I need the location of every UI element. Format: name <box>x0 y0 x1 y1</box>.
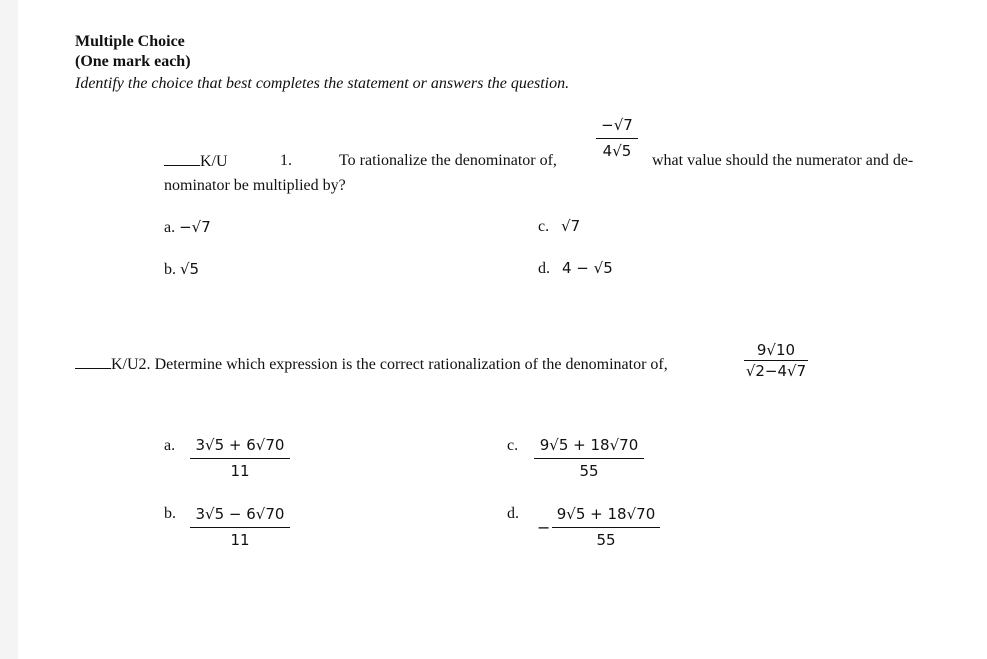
option-value: 4 − √5 <box>562 259 613 277</box>
option-letter: b. <box>164 261 176 278</box>
option-letter: c. <box>538 218 550 235</box>
q1-category: K/U <box>200 153 228 170</box>
option-numerator: 9√5 + 18√70 <box>539 436 639 454</box>
q1-fraction <box>596 116 638 160</box>
q2-option-b-letter[interactable]: b. <box>164 505 176 522</box>
q2-answer-blank-line[interactable] <box>75 354 668 375</box>
q2-option-d[interactable] <box>552 505 660 549</box>
option-denominator: 11 <box>230 531 250 549</box>
q2-option-b[interactable] <box>190 505 290 549</box>
option-value: −√7 <box>179 218 211 236</box>
q2-option-c-letter[interactable]: c. <box>507 437 519 454</box>
answer-blank[interactable] <box>75 354 111 369</box>
marks-note: (One mark each) <box>75 53 191 70</box>
q2-option-c[interactable] <box>534 436 644 480</box>
option-denominator: 55 <box>579 462 599 480</box>
q2-label: K/U2. <box>111 356 151 373</box>
q2-option-d-sign: − <box>537 518 551 537</box>
answer-blank[interactable] <box>164 151 200 166</box>
option-value: √7 <box>561 217 581 235</box>
q2-fraction-denominator: √2−4√7 <box>745 362 807 380</box>
q1-number: 1. <box>280 152 292 169</box>
fraction-bar <box>744 360 808 361</box>
instructions: Identify the choice that best completes the statement or answers the question. <box>75 75 570 92</box>
q2-fraction <box>744 341 808 380</box>
fraction-bar <box>552 527 660 528</box>
q1-stem-line2: nominator be multiplied by? <box>164 177 346 194</box>
fraction-bar <box>596 138 638 139</box>
q1-answer-blank-line[interactable] <box>164 151 228 172</box>
option-letter: a. <box>164 219 176 236</box>
option-numerator: 3√5 − 6√70 <box>195 505 285 523</box>
option-letter: d. <box>538 260 550 277</box>
q2-option-d-letter[interactable]: d. <box>507 505 519 522</box>
fraction-bar <box>534 458 644 459</box>
q1-fraction-numerator: −√7 <box>601 116 633 134</box>
q2-option-a-letter[interactable]: a. <box>164 437 176 454</box>
option-numerator: 3√5 + 6√70 <box>195 436 285 454</box>
option-denominator: 55 <box>596 531 616 549</box>
q1-option-d[interactable] <box>538 258 613 279</box>
q1-option-b[interactable] <box>164 259 199 280</box>
q2-fraction-numerator: 9√10 <box>756 341 796 359</box>
q1-option-a[interactable] <box>164 217 211 238</box>
option-denominator: 11 <box>230 462 250 480</box>
q2-stem: Determine which expression is the correct rationalization of the denominator of, <box>154 356 668 373</box>
section-title: Multiple Choice <box>75 33 185 50</box>
fraction-bar <box>190 527 290 528</box>
document-page <box>18 0 987 659</box>
q1-stem-before: To rationalize the denominator of, <box>339 152 557 169</box>
q1-option-c[interactable] <box>538 216 580 237</box>
option-numerator: 9√5 + 18√70 <box>556 505 656 523</box>
q2-option-a[interactable] <box>190 436 290 480</box>
option-value: √5 <box>180 260 200 278</box>
q1-fraction-denominator: 4√5 <box>602 142 632 160</box>
fraction-bar <box>190 458 290 459</box>
q1-stem-after: what value should the numerator and de- <box>652 152 914 169</box>
